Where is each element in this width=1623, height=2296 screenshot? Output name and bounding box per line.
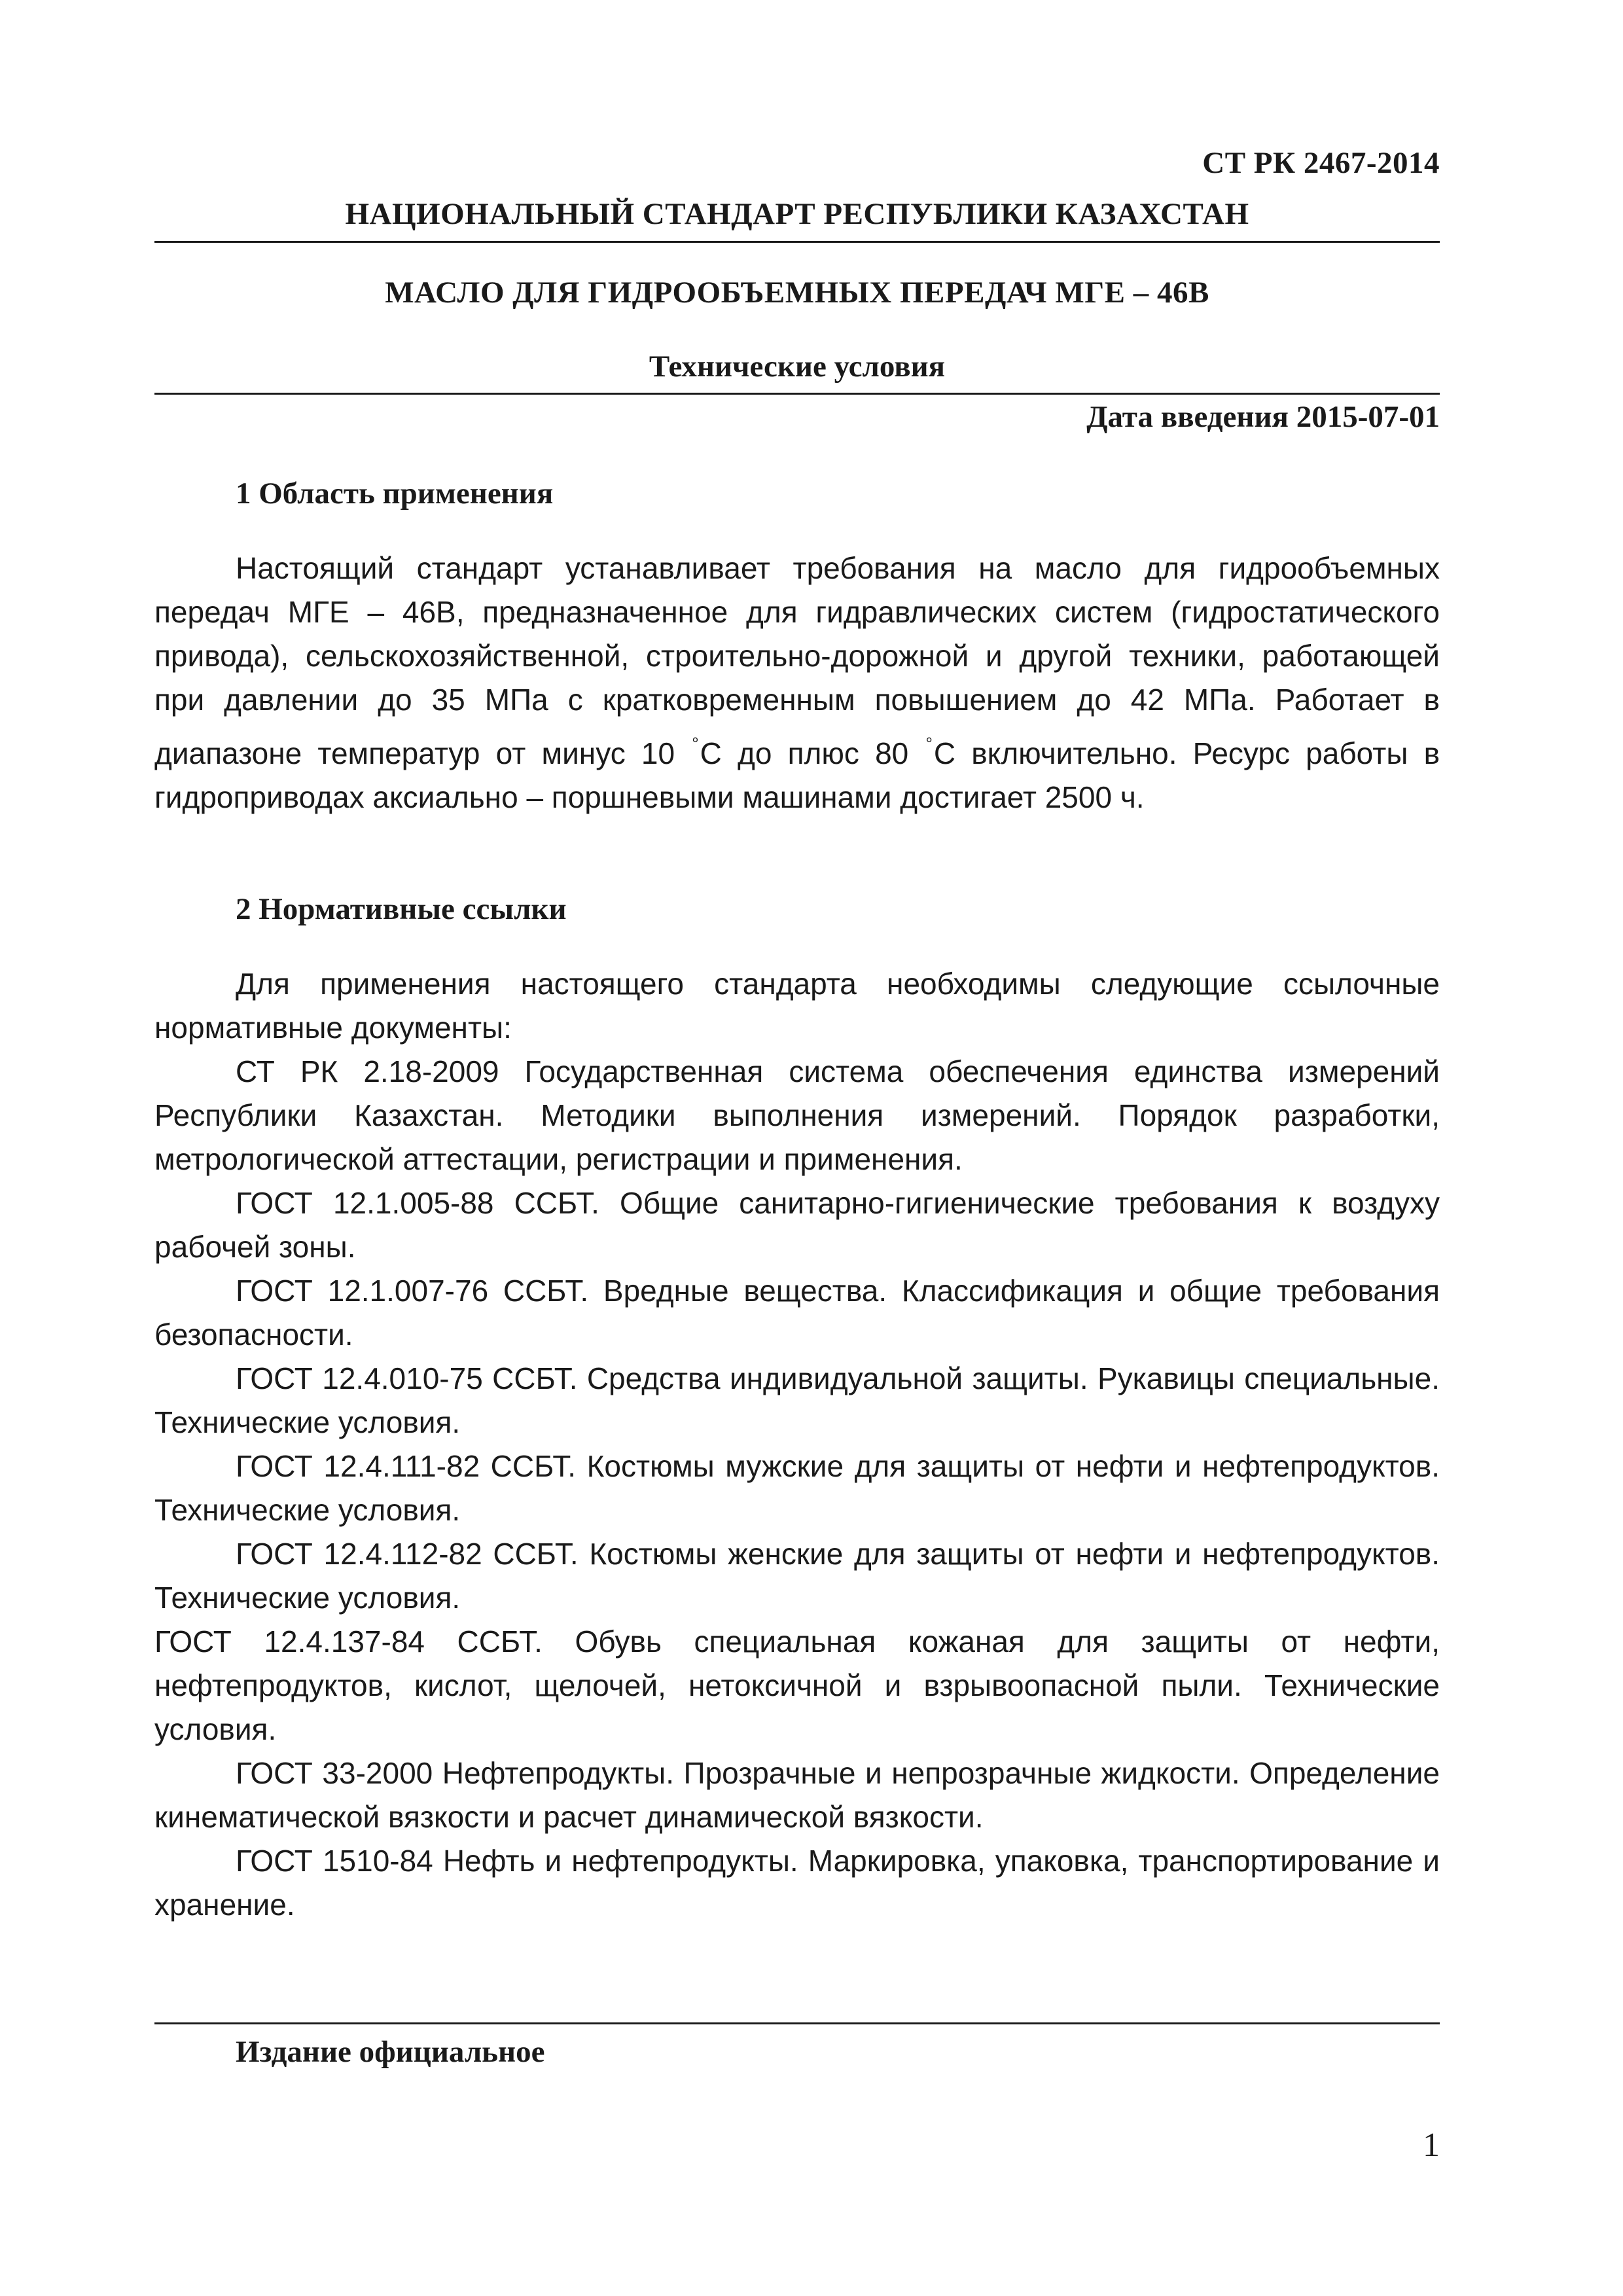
degree-symbol: ° (692, 734, 699, 753)
document-subtitle: Технические условия (649, 350, 946, 384)
official-edition-label: Издание официальное (236, 2035, 545, 2069)
section-2-heading: 2 Нормативные ссылки (236, 892, 567, 926)
section-2-intro: Для применения настоящего стандарта необходимы следующие ссылочные нормативные документы: (154, 967, 1440, 1045)
section-1-text (154, 547, 1440, 819)
reference-item: ГОСТ 12.4.111-82 ССБТ. Костюмы мужские для защиты от нефти и нефтепродуктов. Технические условия. (154, 1449, 1440, 1527)
degree-symbol: ° (925, 734, 933, 753)
reference-item: ГОСТ 1510-84 Нефть и нефтепродукты. Маркировка, упаковка, транспортирование и хранение. (154, 1844, 1440, 1922)
reference-item: ГОСТ 12.4.112-82 ССБТ. Костюмы женские для защиты от нефти и нефтепродуктов. Технические условия. (154, 1537, 1440, 1615)
standard-code: СТ РК 2467-2014 (1202, 146, 1440, 180)
document-title: МАСЛО ДЛЯ ГИДРООБЪЕМНЫХ ПЕРЕДАЧ МГЕ – 46В (385, 276, 1209, 310)
section-1-text-part-3: С включительно. Ресурс работы в гидроприводах аксиально – поршневыми машинами достигает 2500 ч. (154, 736, 1440, 814)
reference-item: ГОСТ 12.4.137-84 ССБТ. Обувь специальная кожаная для защиты от нефти, нефтепродуктов, кислот, щелочей, нетоксичной и взрывоопасной пыли. Технические условия. (154, 1624, 1440, 1746)
reference-item: ГОСТ 12.4.010-75 ССБТ. Средства индивидуальной защиты. Рукавицы специальные. Технические условия. (154, 1361, 1440, 1439)
section-1-heading: 1 Область применения (236, 476, 554, 511)
header-rule-bottom (154, 393, 1440, 395)
footer-rule (154, 2022, 1440, 2024)
section-1-text-part-1: Настоящий стандарт устанавливает требования на масло для гидрообъемных передач МГЕ – 46В, предназначенное для гидравлических систем (гидростатического привода), сельскохозяйственной, строительно-дорожной и другой техники, работающей при давлении до 35 МПа с кратковременным повышением до 42 МПа. Работает в диапазоне температур от минус 10 (154, 551, 1440, 770)
reference-item: СТ РК 2.18-2009 Государственная система обеспечения единства измерений Республики Казахстан. Методики выполнения измерений. Порядок разработки, метрологической аттестации, регистрации и применения. (154, 1054, 1440, 1176)
header-rule-top (154, 241, 1440, 243)
national-standard-title: НАЦИОНАЛЬНЫЙ СТАНДАРТ РЕСПУБЛИКИ КАЗАХСТАН (345, 197, 1249, 231)
section-2-references (154, 962, 1440, 1927)
introduction-date: Дата введения 2015-07-01 (1086, 400, 1440, 434)
reference-item: ГОСТ 12.1.007-76 ССБТ. Вредные вещества. Классификация и общие требования безопасности. (154, 1274, 1440, 1352)
section-1-paragraph (154, 547, 1440, 819)
reference-item: ГОСТ 12.1.005-88 ССБТ. Общие санитарно-гигиенические требования к воздуху рабочей зоны. (154, 1186, 1440, 1264)
section-1-text-part-2: С до плюс 80 (700, 736, 909, 770)
reference-item: ГОСТ 33-2000 Нефтепродукты. Прозрачные и непрозрачные жидкости. Определение кинематической вязкости и расчет динамической вязкости. (154, 1756, 1440, 1834)
page-number: 1 (1423, 2126, 1440, 2164)
